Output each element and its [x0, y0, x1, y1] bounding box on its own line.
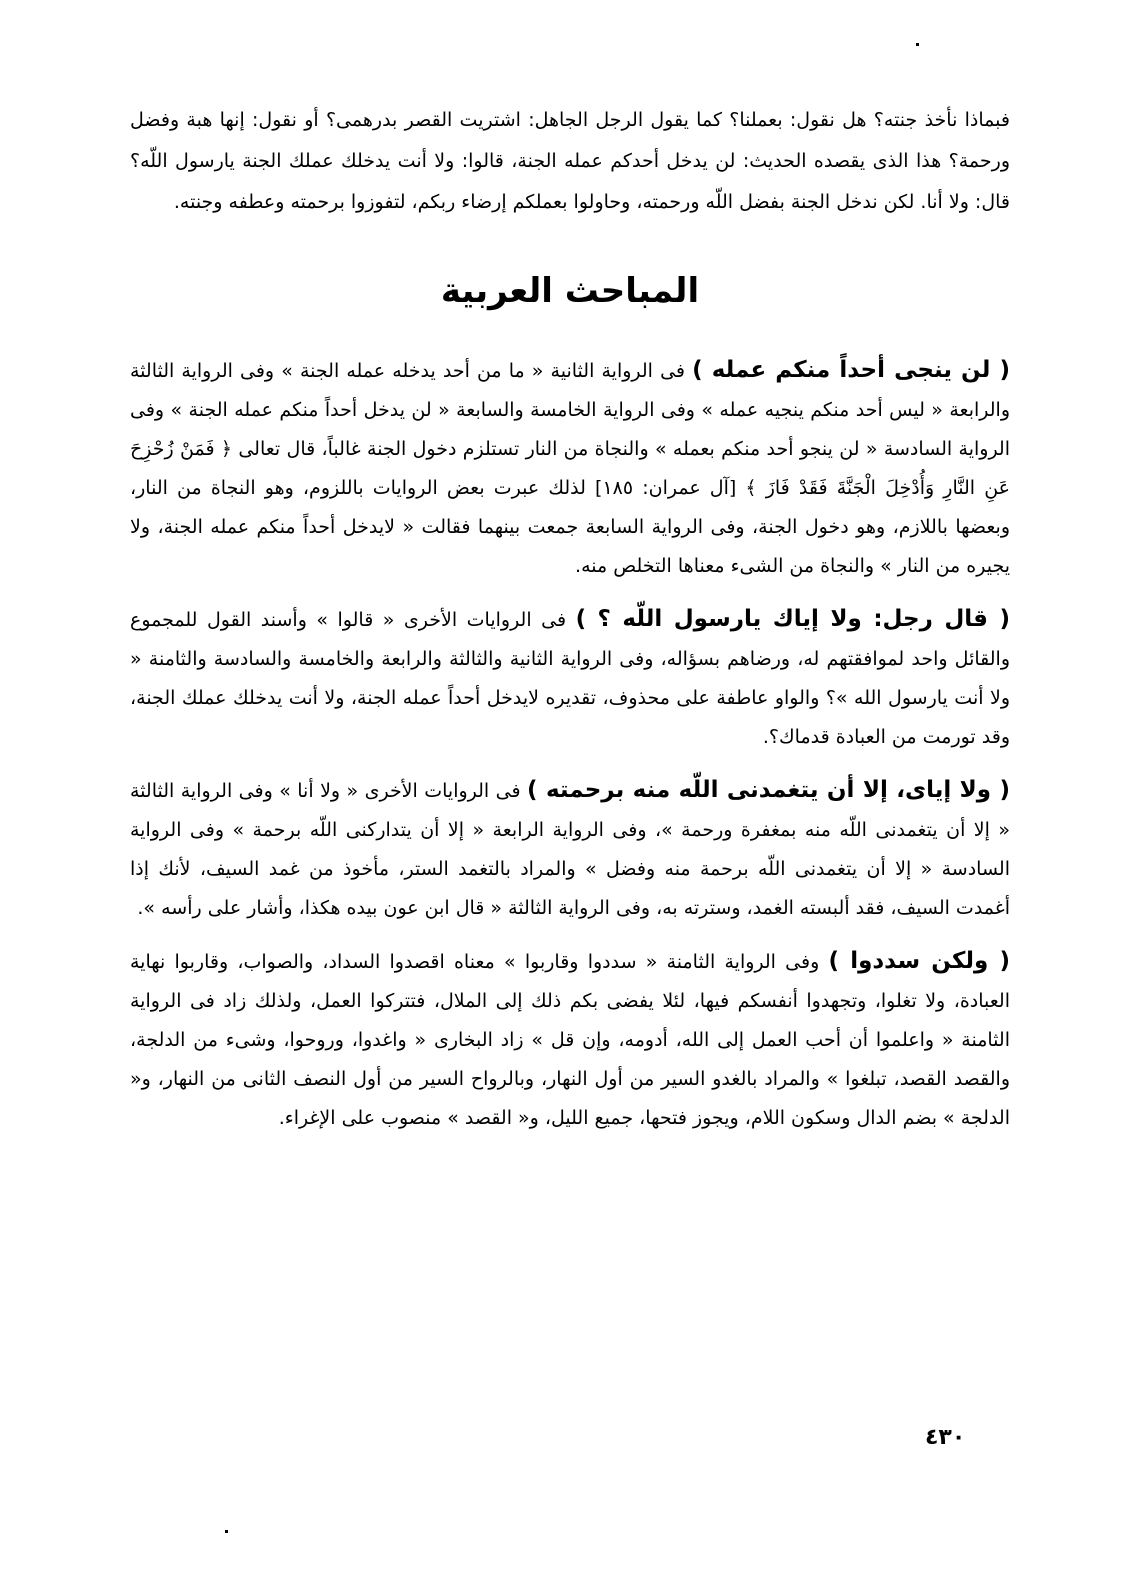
- commentary-entry: [130, 942, 1010, 1138]
- entry-lemma: ( لن ينجى أحداً منكم عمله ): [692, 357, 1010, 383]
- commentary-entry: [130, 351, 1010, 586]
- entry-text: فى الروايات الأخرى « ولا أنا » وفى الرواية الثالثة « إلا أن يتغمدنى اللّه منه بمغفرة ورحمة »، وفى الرواية الرابعة « إلا أن يتداركنى اللّه برحمة » وفى الرواية السادسة « إلا أن يتغمدنى اللّه برحمة منه وفضل » والمراد بالتغمد الستر، مأخوذ من غمد السيف، لأنك إذا أغمدت السيف، فقد ألبسته الغمد، وسترته به، وفى الرواية الثالثة « قال ابن عون بيده هكذا، وأشار على رأسه ».: [130, 780, 1010, 919]
- commentary-entry: [130, 771, 1010, 928]
- scan-speck: [916, 43, 919, 46]
- commentary-entry: [130, 600, 1010, 757]
- intro-paragraph: فبماذا نأخذ جنته؟ هل نقول: بعملنا؟ كما يقول الرجل الجاهل: اشتريت القصر بدرهمى؟ أو نقول: إنها هبة وفضل ورحمة؟ هذا الذى يقصده الحديث: لن يدخل أحدكم عمله الجنة، قالوا: ولا أنت يدخلك عملك الجنة يارسول اللّه؟ قال: ولا أنا. لكن ندخل الجنة بفضل اللّه ورحمته، وحاولوا بعملكم إرضاء ربكم، لتفوزوا برحمته وعطفه وجنته.: [130, 109, 1010, 213]
- section-title: المباحث العربية: [440, 271, 700, 311]
- entry-text: فى الروايات الأخرى « قالوا » وأسند القول للمجموع والقائل واحد لموافقتهم له، ورضاهم بسؤاله، وفى الرواية الثانية والثالثة والرابعة والخامسة والسادسة والثامنة « ولا أنت يارسول الله »؟ والواو عاطفة على محذوف، تقديره لايدخل أحداً عمله الجنة، ولا أنت يدخلك عملك الجنة، وقد تورمت من العبادة قدماك؟.: [130, 609, 1010, 748]
- entry-lemma: ( ولكن سددوا ): [828, 948, 1010, 974]
- entry-lemma: ( ولا إياى، إلا أن يتغمدنى اللّه منه برحمته ): [527, 777, 1010, 803]
- entry-lemma: ( قال رجل: ولا إياك يارسول اللّه ؟ ): [575, 606, 1010, 632]
- page-number: ٤٣٠: [925, 1425, 966, 1450]
- document-page: [130, 100, 1010, 1138]
- entry-text: فى الرواية الثانية « ما من أحد يدخله عمله الجنة » وفى الرواية الثالثة والرابعة « ليس أحد منكم ينجيه عمله » وفى الرواية الخامسة والسابعة « لن يدخل أحداً منكم عمله الجنة » وفى الرواية السادسة « لن ينجو أحد منكم بعمله » والنجاة من النار تستلزم دخول الجنة غالباً، قال تعالى ﴿ فَمَنْ زُحْزِحَ عَنِ النَّارِ وَأُدْخِلَ الْجَنَّةَ فَقَدْ فَازَ ﴾ [آل عمران: ١٨٥] لذلك عبرت بعض الروايات باللزوم، وهو النجاة من النار، وبعضها باللازم، وهو دخول الجنة، وفى الرواية السابعة جمعت بينهما فقالت « لايدخل أحداً منكم عمله الجنة، ولا يجيره من النار » والنجاة من الشىء معناها التخلص منه.: [130, 360, 1010, 577]
- scan-speck: [225, 1530, 228, 1533]
- entry-text: وفى الرواية الثامنة « سددوا وقاربوا » معناه اقصدوا السداد، والصواب، وقاربوا نهاية العبادة، ولا تغلوا، وتجهدوا أنفسكم فيها، لئلا يفضى بكم ذلك إلى الملال، فتتركوا العمل، ولذلك زاد فى الرواية الثامنة « واعلموا أن أحب العمل إلى الله، أدومه، وإن قل » زاد البخارى « واغدوا، وروحوا، وشىء من الدلجة، والقصد القصد، تبلغوا » والمراد بالغدو السير من أول النهار، وبالرواح السير من أول النصف الثانى من النهار، و« الدلجة » بضم الدال وسكون اللام، ويجوز فتحها، جميع الليل، و« القصد » منصوب على الإغراء.: [130, 951, 1010, 1129]
